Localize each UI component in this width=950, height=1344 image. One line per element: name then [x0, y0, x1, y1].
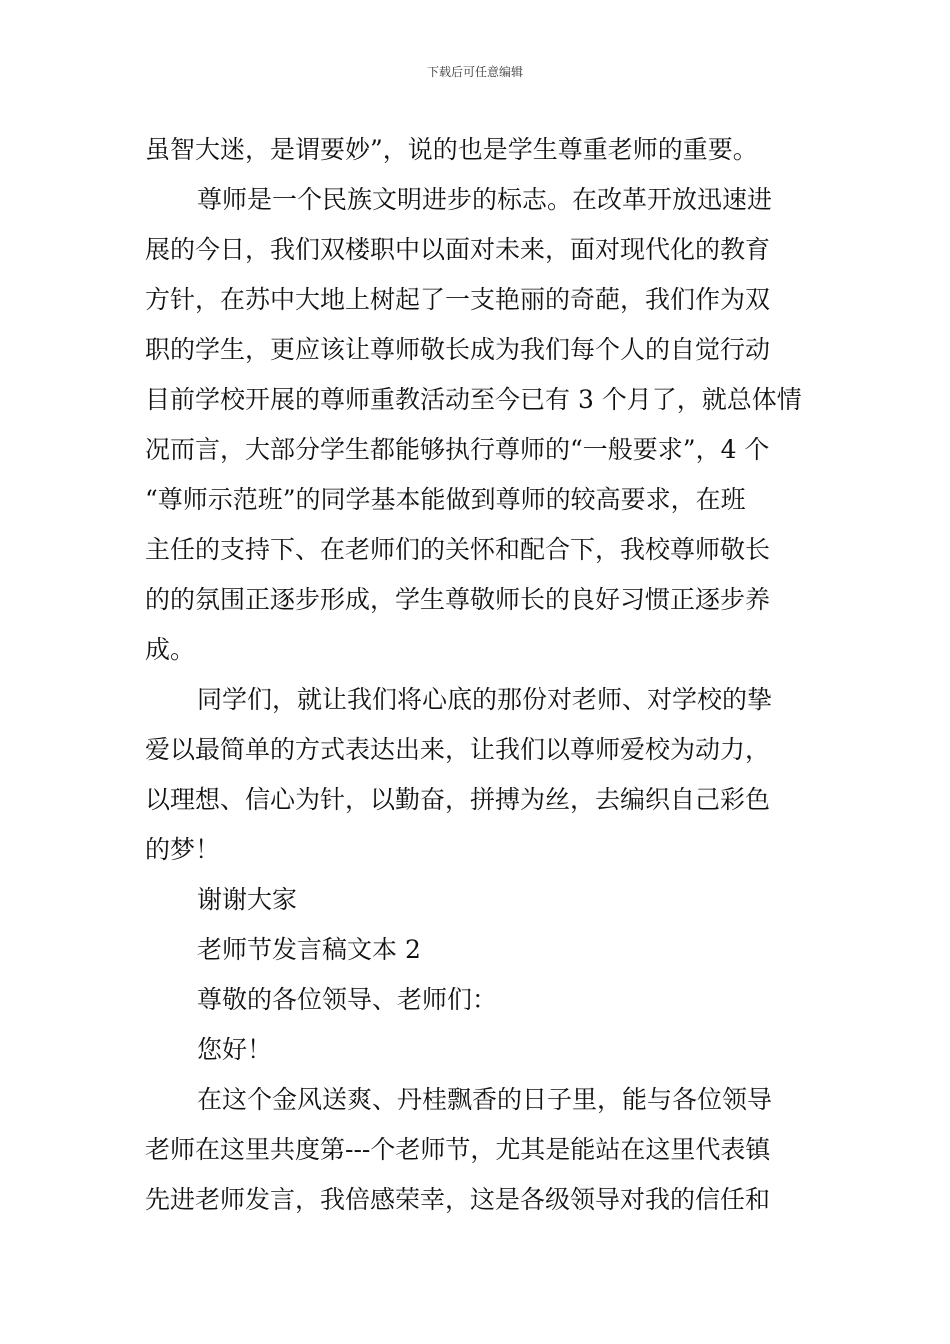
salutation: 尊敬的各位领导、老师们：: [197, 985, 498, 1014]
document-body: [145, 125, 807, 1225]
text-line: 展的今日，我们双楼职中以面对未来，面对现代化的教育: [145, 235, 771, 264]
text-line: 职的学生，更应该让尊师敬长成为我们每个人的自觉行动: [145, 335, 771, 364]
text-line: 主任的支持下、在老师们的关怀和配合下，我校尊师敬长: [145, 535, 771, 564]
greeting: 您好！: [197, 1035, 273, 1064]
text-line: 同学们，就让我们将心底的那份对老师、对学校的挚: [197, 685, 773, 714]
text-line: 先进老师发言，我倍感荣幸，这是各级领导对我的信任和: [145, 1185, 771, 1214]
text-line: 谢谢大家: [197, 885, 298, 914]
text-line: 以理想、信心为针，以勤奋，拼搏为丝，去编织自己彩色: [145, 785, 771, 814]
text-line: 尊师是一个民族文明进步的标志。在改革开放迅速进: [197, 185, 773, 214]
text-line: 的梦！: [145, 835, 221, 864]
text-line: 虽智大迷，是谓要妙”，说的也是学生尊重老师的重要。: [145, 135, 758, 164]
text-line: 况而言，大部分学生都能够执行尊师的“一般要求”，4 个: [145, 435, 770, 464]
page-header-note: 下载后可任意编辑: [426, 65, 523, 79]
text-line: 爱以最简单的方式表达出来，让我们以尊师爱校为动力，: [145, 735, 771, 764]
section-title: 老师节发言稿文本 2: [197, 935, 421, 964]
text-line: 方针，在苏中大地上树起了一支艳丽的奇葩，我们作为双: [145, 285, 771, 314]
text-line: 成。: [145, 635, 196, 664]
text-line: 的的氛围正逐步形成，学生尊敬师长的良好习惯正逐步养: [145, 585, 771, 614]
text-line: 在这个金风送爽、丹桂飘香的日子里，能与各位领导: [197, 1085, 773, 1114]
text-line: 老师在这里共度第---个老师节，尤其是能站在这里代表镇: [145, 1135, 771, 1164]
text-line: 目前学校开展的尊师重教活动至今已有 3 个月了，就总体情: [145, 385, 802, 414]
text-line: “尊师示范班”的同学基本能做到尊师的较高要求，在班: [145, 485, 746, 514]
